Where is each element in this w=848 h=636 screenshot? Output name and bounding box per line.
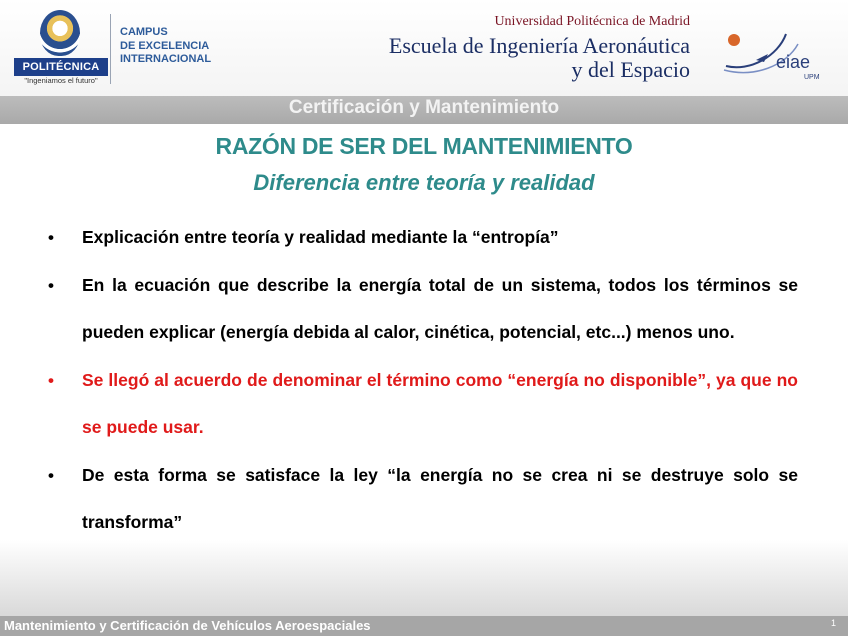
bullet-item-highlighted — [48, 357, 798, 452]
campus-line: DE EXCELENCIA — [120, 39, 210, 52]
footer-course-title: Mantenimiento y Certificación de Vehículos Aeroespaciales — [4, 618, 371, 633]
section-banner — [0, 96, 848, 124]
page-number: 1 — [830, 618, 836, 628]
slide-subtitle: Diferencia entre teoría y realidad — [253, 170, 595, 195]
bullet-dot-icon: • — [48, 275, 54, 295]
bullet-text: De esta forma se satisface la ley “la energía no se crea ni se destruye solo se transforma” — [82, 464, 798, 532]
crest-icon — [40, 10, 80, 56]
bullet-dot-icon: • — [48, 465, 54, 485]
header-divider — [110, 14, 111, 84]
school-line: y del Espacio — [571, 57, 690, 82]
upm-tagline: "Ingeniamos el futuro" — [24, 76, 98, 85]
bullet-item — [48, 262, 798, 357]
bullet-dot-icon: • — [48, 228, 54, 247]
campus-line: INTERNACIONAL — [120, 53, 212, 65]
upm-logo — [14, 6, 108, 92]
bullet-item — [48, 214, 798, 262]
bullet-text: Explicación entre teoría y realidad mediante la “entropía” — [82, 227, 559, 247]
upm-logo-name: POLITÉCNICA — [14, 58, 108, 76]
university-name: Universidad Politécnica de Madrid — [494, 14, 690, 29]
eiae-sub: UPM — [804, 74, 820, 81]
slide-footer — [0, 616, 848, 636]
banner-title: Certificación y Mantenimiento — [288, 97, 560, 118]
bullet-list — [48, 214, 798, 547]
school-line: Escuela de Ingeniería Aeronáutica — [388, 33, 690, 58]
eiae-logo — [720, 26, 840, 86]
eiae-text: eiae — [776, 52, 811, 72]
bottom-gradient — [0, 540, 848, 616]
school-name — [389, 34, 690, 82]
bullet-dot-icon: • — [48, 370, 54, 390]
bullet-item — [48, 452, 798, 547]
bullet-text: Se llegó al acuerdo de denominar el término como “energía no disponible”, ya que no se puede usar. — [82, 369, 798, 437]
slide-title: RAZÓN DE SER DEL MANTENIMIENTO — [215, 133, 633, 159]
campus-line: CAMPUS — [120, 26, 168, 38]
slide-header — [0, 0, 848, 96]
bullet-text: En la ecuación que describe la energía total de un sistema, todos los términos se pueden explicar (energía debida al calor, cinética, potencial, etc...) menos uno. — [82, 274, 798, 342]
campus-excelencia-label — [120, 26, 211, 67]
